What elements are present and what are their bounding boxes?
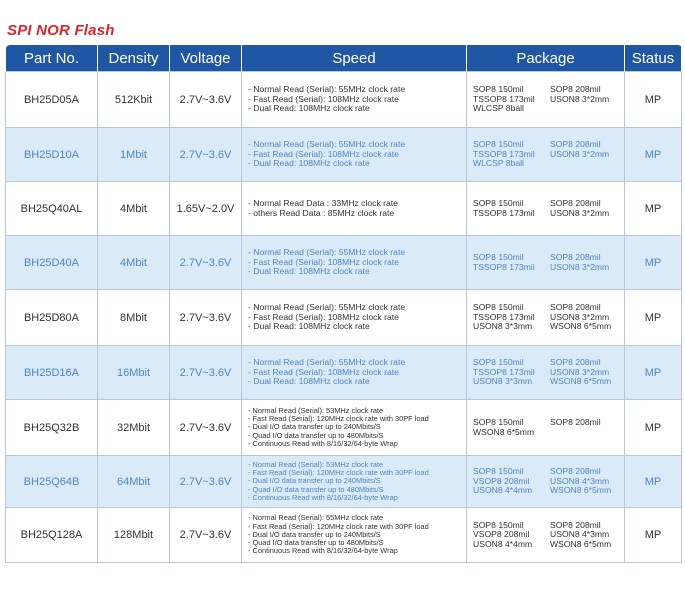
package-item: SOP8 150mil bbox=[473, 519, 524, 530]
part-number-cell: BH25Q64B bbox=[6, 456, 98, 508]
package-item: SOP8 150mil bbox=[473, 139, 524, 150]
header-voltage: Voltage bbox=[170, 45, 242, 72]
package-item: USON8 3*2mm bbox=[550, 93, 610, 104]
package-item: USON8 3*2mm bbox=[550, 207, 610, 218]
speed-line: - Continuous Read with 8/16/32/64-byte Wrap bbox=[248, 438, 398, 448]
package-item: WSON8 6*5mm bbox=[550, 376, 612, 387]
speed-line: - Normal Read (Serial): 55MHz clock rate bbox=[248, 84, 406, 95]
speed-line: - Fast Read (Serial): 120MHz clock rate with 30PF load bbox=[248, 521, 429, 531]
package-item: WSON8 6*5mm bbox=[473, 426, 535, 437]
part-number-cell: BH25Q32B bbox=[6, 400, 98, 456]
status-cell: MP bbox=[625, 290, 682, 346]
package-item: SOP8 150mil bbox=[473, 197, 524, 208]
table-row bbox=[6, 236, 682, 290]
page-title: SPI NOR Flash bbox=[7, 22, 115, 39]
header-package: Package bbox=[467, 45, 625, 72]
speed-cell bbox=[242, 508, 467, 563]
header-density: Density bbox=[98, 45, 170, 72]
density-cell: 4Mbit bbox=[98, 182, 170, 236]
table-row bbox=[6, 72, 682, 128]
speed-line: - Dual Read: 108MHz clock rate bbox=[248, 376, 370, 387]
speed-line: - Normal Read Data : 33MHz clock rate bbox=[248, 197, 398, 208]
package-item: USON8 4*4mm bbox=[473, 485, 533, 496]
speed-line: - Fast Read (Serial): 108MHz clock rate bbox=[248, 148, 399, 159]
speed-line: - Normal Read (Serial): 55MHz clock rate bbox=[248, 139, 406, 150]
density-cell: 128Mbit bbox=[98, 508, 170, 563]
package-item: USON8 4*3mm bbox=[550, 475, 610, 486]
speed-cell bbox=[242, 182, 467, 236]
voltage-cell: 2.7V~3.6V bbox=[170, 128, 242, 182]
speed-cell bbox=[242, 236, 467, 290]
part-number-cell: BH25D80A bbox=[6, 290, 98, 346]
package-cell bbox=[467, 400, 625, 456]
package-item: WSON8 6*5mm bbox=[550, 538, 612, 549]
speed-line: - Normal Read (Serial): 55MHz clock rate bbox=[248, 302, 406, 313]
package-line bbox=[473, 540, 624, 550]
speed-line: - Normal Read (Serial): 55MHz clock rate bbox=[248, 357, 406, 368]
part-number-cell: BH25D16A bbox=[6, 346, 98, 400]
speed-cell bbox=[242, 456, 467, 508]
package-item: SOP8 150mil bbox=[473, 84, 524, 95]
package-item: SOP8 208mil bbox=[550, 357, 601, 368]
table-row bbox=[6, 346, 682, 400]
speed-cell bbox=[242, 128, 467, 182]
status-cell: MP bbox=[625, 400, 682, 456]
voltage-cell: 1.65V~2.0V bbox=[170, 182, 242, 236]
density-cell: 64Mbit bbox=[98, 456, 170, 508]
speed-line: - Fast Read (Serial): 108MHz clock rate bbox=[248, 311, 399, 322]
status-cell: MP bbox=[625, 72, 682, 128]
table-row bbox=[6, 182, 682, 236]
speed-line: - Continuous Read with 8/16/32/64-byte Wrap bbox=[248, 492, 398, 502]
table-body bbox=[6, 72, 682, 563]
speed-line: - Normal Read (Serial): 53MHz clock rate bbox=[248, 459, 384, 469]
package-line bbox=[473, 104, 624, 114]
speed-line: - Dual Read: 108MHz clock rate bbox=[248, 158, 370, 169]
package-item: SOP8 208mil bbox=[550, 302, 601, 313]
package-cell bbox=[467, 72, 625, 128]
voltage-cell: 2.7V~3.6V bbox=[170, 456, 242, 508]
package-item: USON8 3*2mm bbox=[550, 366, 610, 377]
package-line bbox=[473, 322, 624, 332]
package-item: WSON8 6*5mm bbox=[550, 321, 612, 332]
speed-line: - others Read Data : 85MHz clock rate bbox=[248, 207, 395, 218]
speed-line: - Dual I/O data transfer up to 240Mbits/S bbox=[248, 476, 381, 486]
part-number-cell: BH25D05A bbox=[6, 72, 98, 128]
speed-line: - Quad I/O data transfer up to 480Mbits/S bbox=[248, 430, 384, 440]
speed-line: - Dual Read: 108MHz clock rate bbox=[248, 103, 370, 114]
speed-line: - Dual I/O data transfer up to 240Mbits/S bbox=[248, 529, 381, 539]
table-row bbox=[6, 128, 682, 182]
package-item: TSSOP8 173mil bbox=[473, 148, 535, 159]
density-cell: 8Mbit bbox=[98, 290, 170, 346]
density-cell: 32Mbit bbox=[98, 400, 170, 456]
package-line bbox=[473, 263, 624, 273]
speed-line: - Dual Read: 108MHz clock rate bbox=[248, 266, 370, 277]
package-line bbox=[473, 209, 624, 219]
density-cell: 512Kbit bbox=[98, 72, 170, 128]
package-item: SOP8 150mil bbox=[473, 416, 524, 427]
part-number-cell: BH25D40A bbox=[6, 236, 98, 290]
package-cell bbox=[467, 456, 625, 508]
package-item: TSSOP8 173mil bbox=[473, 311, 535, 322]
package-item: USON8 3*2mm bbox=[550, 148, 610, 159]
header-row bbox=[6, 45, 682, 72]
density-cell: 4Mbit bbox=[98, 236, 170, 290]
package-item: TSSOP8 173mil bbox=[473, 261, 535, 272]
part-number-cell: BH25D10A bbox=[6, 128, 98, 182]
speed-line: - Normal Read (Serial): 55MHz clock rate bbox=[248, 247, 406, 258]
table-row bbox=[6, 400, 682, 456]
table-row bbox=[6, 456, 682, 508]
speed-line: - Dual I/O data transfer up to 240Mbits/S bbox=[248, 422, 381, 432]
part-number-cell: BH25Q40AL bbox=[6, 182, 98, 236]
package-item: SOP8 150mil bbox=[473, 302, 524, 313]
package-item: SOP8 208mil bbox=[550, 466, 601, 477]
package-cell bbox=[467, 182, 625, 236]
package-item: SOP8 150mil bbox=[473, 357, 524, 368]
speed-line: - Fast Read (Serial): 120MHz clock rate with 30PF load bbox=[248, 414, 429, 424]
package-item: TSSOP8 173mil bbox=[473, 207, 535, 218]
density-cell: 1Mbit bbox=[98, 128, 170, 182]
voltage-cell: 2.7V~3.6V bbox=[170, 236, 242, 290]
package-item: SOP8 208mil bbox=[550, 84, 601, 95]
package-item: SOP8 150mil bbox=[473, 466, 524, 477]
status-cell: MP bbox=[625, 346, 682, 400]
package-cell bbox=[467, 346, 625, 400]
package-line bbox=[473, 377, 624, 387]
status-cell: MP bbox=[625, 456, 682, 508]
table-row bbox=[6, 290, 682, 346]
package-line bbox=[473, 486, 624, 496]
speed-line: - Dual Read: 108MHz clock rate bbox=[248, 321, 370, 332]
package-cell bbox=[467, 290, 625, 346]
speed-cell bbox=[242, 400, 467, 456]
package-item: TSSOP8 173mil bbox=[473, 366, 535, 377]
voltage-cell: 2.7V~3.6V bbox=[170, 72, 242, 128]
package-item: SOP8 150mil bbox=[473, 251, 524, 262]
speed-cell bbox=[242, 72, 467, 128]
package-item: SOP8 208mil bbox=[550, 251, 601, 262]
speed-line: - Quad I/O data transfer up to 480Mbits/S bbox=[248, 538, 384, 548]
status-cell: MP bbox=[625, 236, 682, 290]
package-item: USON8 3*3mm bbox=[473, 321, 533, 332]
status-cell: MP bbox=[625, 508, 682, 563]
status-cell: MP bbox=[625, 128, 682, 182]
speed-cell bbox=[242, 346, 467, 400]
speed-line: - Normal Read (Serial): 53MHz clock rate bbox=[248, 405, 384, 415]
product-table bbox=[5, 45, 682, 563]
package-item: USON8 3*2mm bbox=[550, 311, 610, 322]
speed-line: - Fast Read (Serial): 108MHz clock rate bbox=[248, 256, 399, 267]
header-status: Status bbox=[625, 45, 682, 72]
package-item: SOP8 208mil bbox=[550, 197, 601, 208]
table-row bbox=[6, 508, 682, 563]
package-item: USON8 3*2mm bbox=[550, 261, 610, 272]
density-cell: 16Mbit bbox=[98, 346, 170, 400]
voltage-cell: 2.7V~3.6V bbox=[170, 400, 242, 456]
voltage-cell: 2.7V~3.6V bbox=[170, 290, 242, 346]
package-item: WSON8 6*5mm bbox=[550, 485, 612, 496]
package-item: VSOP8 208mil bbox=[473, 475, 530, 486]
package-item: SOP8 208mil bbox=[550, 416, 601, 427]
package-item: SOP8 208mil bbox=[550, 139, 601, 150]
package-item: SOP8 208mil bbox=[550, 519, 601, 530]
speed-line: - Fast Read (Serial): 120MHz clock rate with 30PF load bbox=[248, 468, 429, 478]
status-cell: MP bbox=[625, 182, 682, 236]
package-item: WLCSP 8ball bbox=[473, 103, 524, 114]
package-item: WLCSP 8ball bbox=[473, 158, 524, 169]
package-cell bbox=[467, 128, 625, 182]
package-item: TSSOP8 173mil bbox=[473, 93, 535, 104]
package-line bbox=[473, 159, 624, 169]
package-cell bbox=[467, 508, 625, 563]
speed-line: - Fast Read (Serial): 108MHz clock rate bbox=[248, 366, 399, 377]
voltage-cell: 2.7V~3.6V bbox=[170, 346, 242, 400]
voltage-cell: 2.7V~3.6V bbox=[170, 508, 242, 563]
package-item: USON8 3*3mm bbox=[473, 376, 533, 387]
part-number-cell: BH25Q128A bbox=[6, 508, 98, 563]
package-item: USON8 4*4mm bbox=[473, 538, 533, 549]
package-item: USON8 4*3mm bbox=[550, 529, 610, 540]
speed-line: - Normal Read (Serial): 55MHz clock rate bbox=[248, 513, 384, 523]
speed-cell bbox=[242, 290, 467, 346]
speed-line: - Quad I/O data transfer up to 480Mbits/S bbox=[248, 484, 384, 494]
package-line bbox=[473, 428, 624, 438]
package-item: VSOP8 208mil bbox=[473, 529, 530, 540]
package-cell bbox=[467, 236, 625, 290]
header-speed: Speed bbox=[242, 45, 467, 72]
header-part-no: Part No. bbox=[6, 45, 98, 72]
speed-line: - Fast Read (Serial): 108MHz clock rate bbox=[248, 93, 399, 104]
speed-line: - Continuous Read with 8/16/32/64-byte Wrap bbox=[248, 546, 398, 556]
